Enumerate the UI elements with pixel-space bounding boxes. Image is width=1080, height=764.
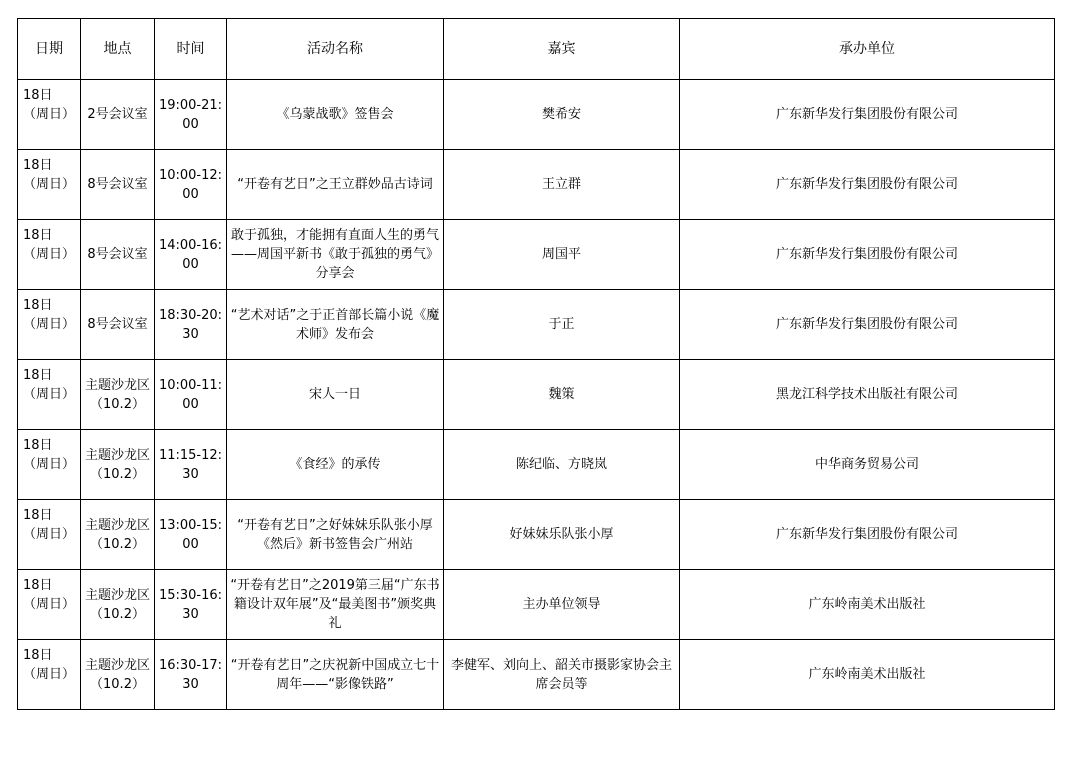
table-row <box>18 430 1055 500</box>
cell-organizer: 广东新华发行集团股份有限公司 <box>680 220 1055 290</box>
cell-location: 主题沙龙区（10.2） <box>81 570 155 640</box>
cell-organizer: 中华商务贸易公司 <box>680 430 1055 500</box>
cell-event: “开卷有艺日”之王立群妙品古诗词 <box>227 150 444 220</box>
cell-organizer: 广东新华发行集团股份有限公司 <box>680 290 1055 360</box>
cell-event: “开卷有艺日”之好妹妹乐队张小厚《然后》新书签售会广州站 <box>227 500 444 570</box>
table-row <box>18 570 1055 640</box>
cell-time: 11:15-12:30 <box>155 430 227 500</box>
cell-organizer: 广东岭南美术出版社 <box>680 640 1055 710</box>
cell-date: 18日（周日） <box>18 570 81 640</box>
cell-date: 18日（周日） <box>18 360 81 430</box>
header-date: 日期 <box>18 19 81 80</box>
table-row <box>18 360 1055 430</box>
cell-location: 8号会议室 <box>81 290 155 360</box>
header-guest: 嘉宾 <box>444 19 680 80</box>
cell-time: 16:30-17:30 <box>155 640 227 710</box>
cell-date: 18日（周日） <box>18 640 81 710</box>
cell-organizer: 广东岭南美术出版社 <box>680 570 1055 640</box>
cell-organizer: 广东新华发行集团股份有限公司 <box>680 150 1055 220</box>
cell-date: 18日（周日） <box>18 80 81 150</box>
cell-event: 敢于孤独，才能拥有直面人生的勇气——周国平新书《敢于孤独的勇气》分享会 <box>227 220 444 290</box>
cell-guest: 陈纪临、方晓岚 <box>444 430 680 500</box>
cell-event: 《乌蒙战歌》签售会 <box>227 80 444 150</box>
table-row <box>18 150 1055 220</box>
table-row <box>18 640 1055 710</box>
cell-guest: 李健军、刘向上、韶关市摄影家协会主席会员等 <box>444 640 680 710</box>
cell-date: 18日（周日） <box>18 430 81 500</box>
table-row <box>18 290 1055 360</box>
header-row <box>18 19 1055 80</box>
header-location: 地点 <box>81 19 155 80</box>
cell-guest: 好妹妹乐队张小厚 <box>444 500 680 570</box>
cell-event: “开卷有艺日”之2019第三届“广东书籍设计双年展”及“最美图书”颁奖典礼 <box>227 570 444 640</box>
cell-time: 14:00-16:00 <box>155 220 227 290</box>
table-row <box>18 220 1055 290</box>
cell-event: 《食经》的承传 <box>227 430 444 500</box>
header-organizer: 承办单位 <box>680 19 1055 80</box>
cell-location: 2号会议室 <box>81 80 155 150</box>
cell-time: 10:00-11:00 <box>155 360 227 430</box>
cell-organizer: 黑龙江科学技术出版社有限公司 <box>680 360 1055 430</box>
cell-event: 宋人一日 <box>227 360 444 430</box>
cell-guest: 主办单位领导 <box>444 570 680 640</box>
cell-location: 主题沙龙区（10.2） <box>81 360 155 430</box>
header-event: 活动名称 <box>227 19 444 80</box>
cell-event: “艺术对话”之于正首部长篇小说《魔术师》发布会 <box>227 290 444 360</box>
cell-guest: 周国平 <box>444 220 680 290</box>
cell-guest: 樊希安 <box>444 80 680 150</box>
table-row <box>18 80 1055 150</box>
cell-time: 15:30-16:30 <box>155 570 227 640</box>
cell-time: 13:00-15:00 <box>155 500 227 570</box>
cell-location: 8号会议室 <box>81 150 155 220</box>
cell-guest: 魏策 <box>444 360 680 430</box>
cell-guest: 王立群 <box>444 150 680 220</box>
cell-time: 10:00-12:00 <box>155 150 227 220</box>
cell-date: 18日（周日） <box>18 500 81 570</box>
header-time: 时间 <box>155 19 227 80</box>
cell-date: 18日（周日） <box>18 150 81 220</box>
cell-time: 18:30-20:30 <box>155 290 227 360</box>
cell-time: 19:00-21:00 <box>155 80 227 150</box>
cell-organizer: 广东新华发行集团股份有限公司 <box>680 80 1055 150</box>
table-row <box>18 500 1055 570</box>
cell-location: 主题沙龙区（10.2） <box>81 640 155 710</box>
cell-date: 18日（周日） <box>18 290 81 360</box>
cell-event: “开卷有艺日”之庆祝新中国成立七十周年——“影像铁路” <box>227 640 444 710</box>
cell-location: 主题沙龙区（10.2） <box>81 500 155 570</box>
event-schedule-table <box>17 18 1055 710</box>
cell-location: 8号会议室 <box>81 220 155 290</box>
cell-organizer: 广东新华发行集团股份有限公司 <box>680 500 1055 570</box>
cell-date: 18日（周日） <box>18 220 81 290</box>
cell-guest: 于正 <box>444 290 680 360</box>
cell-location: 主题沙龙区（10.2） <box>81 430 155 500</box>
